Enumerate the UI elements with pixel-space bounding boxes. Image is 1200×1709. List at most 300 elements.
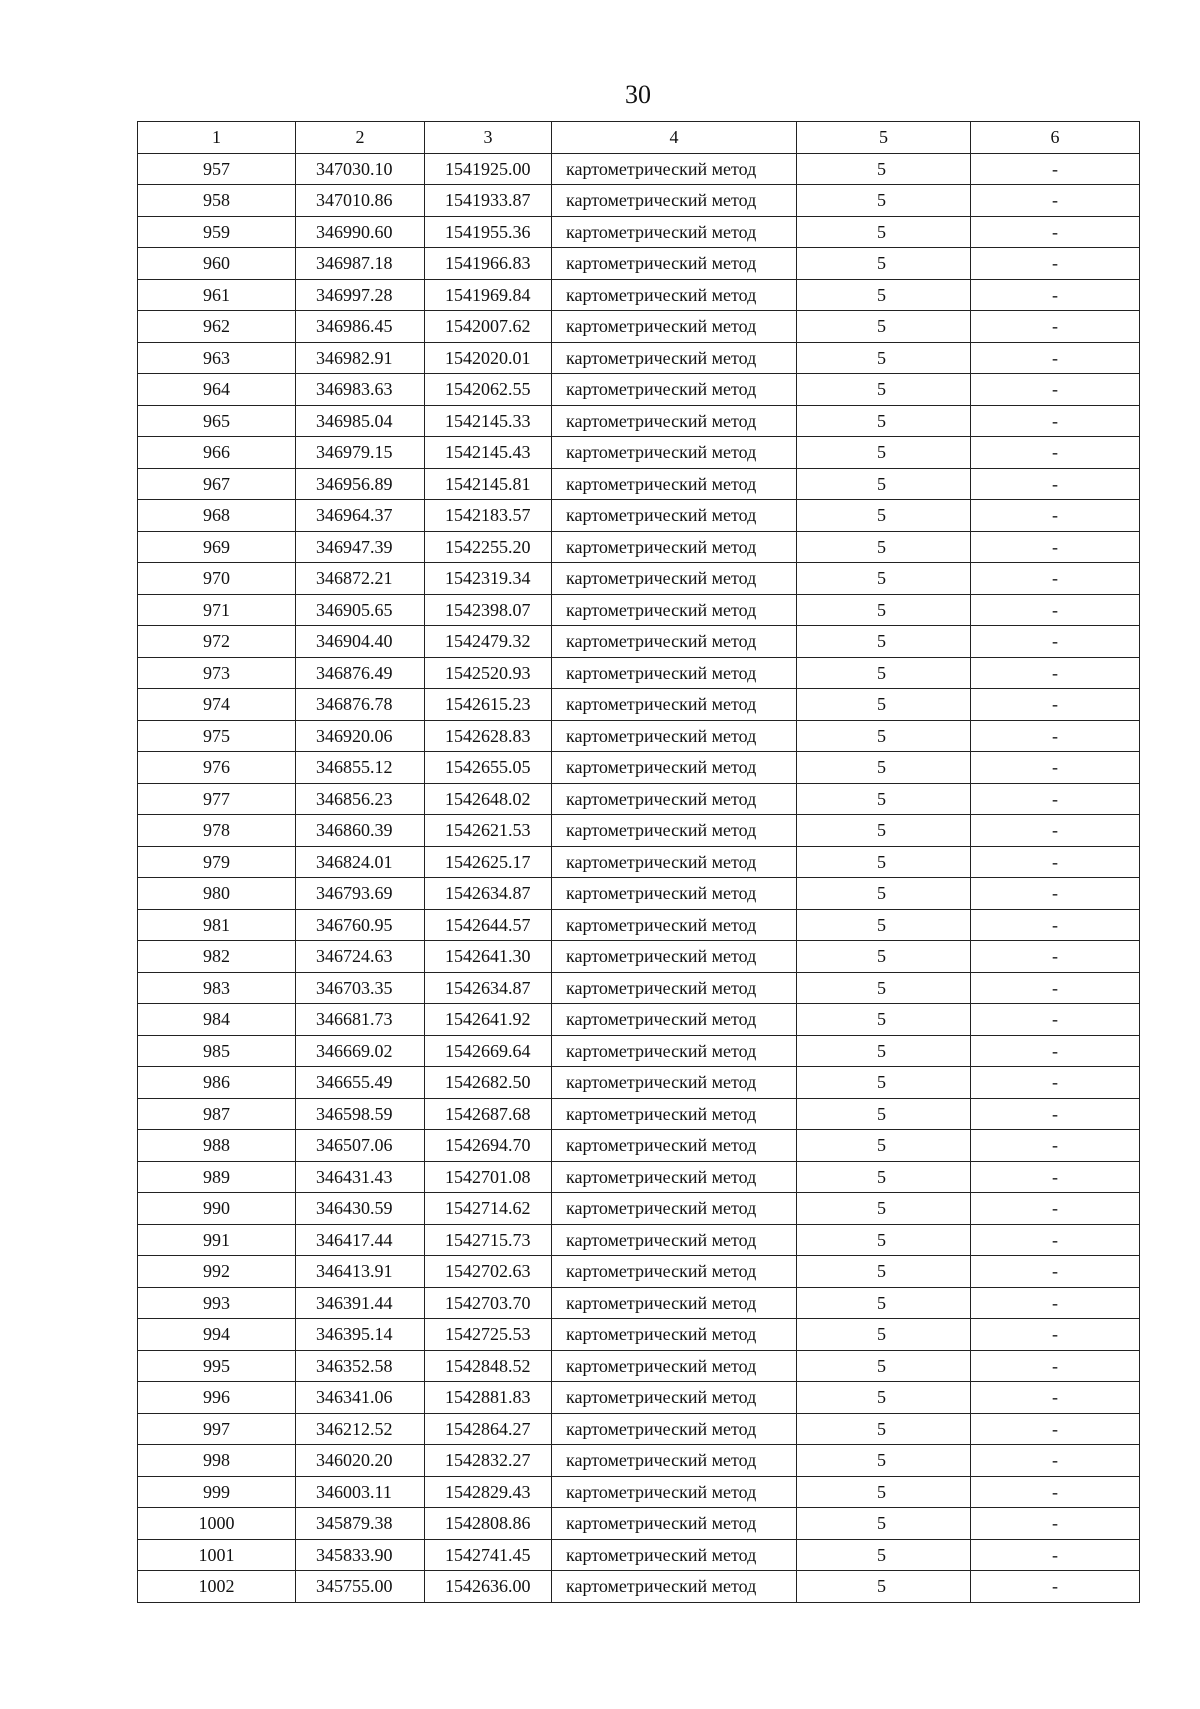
- method-cell: картометрический метод: [552, 878, 797, 910]
- accuracy-cell: 5: [797, 1224, 971, 1256]
- y-coordinate-cell: 1542145.43: [425, 437, 552, 469]
- y-coordinate-cell: 1542145.81: [425, 468, 552, 500]
- column-header: 5: [797, 122, 971, 154]
- x-coordinate-cell: 347030.10: [296, 153, 425, 185]
- note-cell: -: [971, 941, 1140, 973]
- point-number-cell: 991: [138, 1224, 296, 1256]
- accuracy-cell: 5: [797, 1067, 971, 1099]
- point-number-cell: 1000: [138, 1508, 296, 1540]
- note-cell: -: [971, 563, 1140, 595]
- note-cell: -: [971, 783, 1140, 815]
- x-coordinate-cell: 346855.12: [296, 752, 425, 784]
- point-number-cell: 999: [138, 1476, 296, 1508]
- point-number-cell: 994: [138, 1319, 296, 1351]
- point-number-cell: 983: [138, 972, 296, 1004]
- point-number-cell: 975: [138, 720, 296, 752]
- point-number-cell: 992: [138, 1256, 296, 1288]
- y-coordinate-cell: 1541933.87: [425, 185, 552, 217]
- table-row: [138, 1350, 1140, 1382]
- accuracy-cell: 5: [797, 1287, 971, 1319]
- point-number-cell: 976: [138, 752, 296, 784]
- table-row: [138, 248, 1140, 280]
- note-cell: -: [971, 689, 1140, 721]
- column-header: 4: [552, 122, 797, 154]
- table-row: [138, 878, 1140, 910]
- y-coordinate-cell: 1541966.83: [425, 248, 552, 280]
- method-cell: картометрический метод: [552, 1539, 797, 1571]
- point-number-cell: 973: [138, 657, 296, 689]
- coordinates-table: [137, 121, 1140, 1603]
- table-row: [138, 563, 1140, 595]
- point-number-cell: 970: [138, 563, 296, 595]
- y-coordinate-cell: 1542634.87: [425, 972, 552, 1004]
- method-cell: картометрический метод: [552, 405, 797, 437]
- table-row: [138, 1319, 1140, 1351]
- table-row: [138, 374, 1140, 406]
- table-row: [138, 279, 1140, 311]
- note-cell: -: [971, 909, 1140, 941]
- method-cell: картометрический метод: [552, 1571, 797, 1603]
- table-row: [138, 437, 1140, 469]
- method-cell: картометрический метод: [552, 1067, 797, 1099]
- method-cell: картометрический метод: [552, 815, 797, 847]
- method-cell: картометрический метод: [552, 279, 797, 311]
- y-coordinate-cell: 1541955.36: [425, 216, 552, 248]
- x-coordinate-cell: 346985.04: [296, 405, 425, 437]
- x-coordinate-cell: 345755.00: [296, 1571, 425, 1603]
- method-cell: картометрический метод: [552, 374, 797, 406]
- y-coordinate-cell: 1542714.62: [425, 1193, 552, 1225]
- accuracy-cell: 5: [797, 689, 971, 721]
- x-coordinate-cell: 346979.15: [296, 437, 425, 469]
- accuracy-cell: 5: [797, 720, 971, 752]
- note-cell: -: [971, 657, 1140, 689]
- note-cell: -: [971, 500, 1140, 532]
- x-coordinate-cell: 346431.43: [296, 1161, 425, 1193]
- method-cell: картометрический метод: [552, 909, 797, 941]
- y-coordinate-cell: 1542741.45: [425, 1539, 552, 1571]
- table-row: [138, 1193, 1140, 1225]
- method-cell: картометрический метод: [552, 1035, 797, 1067]
- note-cell: -: [971, 720, 1140, 752]
- method-cell: картометрический метод: [552, 342, 797, 374]
- table-row: [138, 972, 1140, 1004]
- note-cell: -: [971, 531, 1140, 563]
- note-cell: -: [971, 216, 1140, 248]
- method-cell: картометрический метод: [552, 626, 797, 658]
- table-row: [138, 720, 1140, 752]
- y-coordinate-cell: 1542625.17: [425, 846, 552, 878]
- point-number-cell: 997: [138, 1413, 296, 1445]
- accuracy-cell: 5: [797, 216, 971, 248]
- x-coordinate-cell: 346904.40: [296, 626, 425, 658]
- x-coordinate-cell: 346990.60: [296, 216, 425, 248]
- table-row: [138, 531, 1140, 563]
- x-coordinate-cell: 346956.89: [296, 468, 425, 500]
- y-coordinate-cell: 1542808.86: [425, 1508, 552, 1540]
- method-cell: картометрический метод: [552, 185, 797, 217]
- x-coordinate-cell: 346003.11: [296, 1476, 425, 1508]
- note-cell: -: [971, 1350, 1140, 1382]
- note-cell: -: [971, 1161, 1140, 1193]
- x-coordinate-cell: 347010.86: [296, 185, 425, 217]
- point-number-cell: 988: [138, 1130, 296, 1162]
- method-cell: картометрический метод: [552, 1256, 797, 1288]
- x-coordinate-cell: 346860.39: [296, 815, 425, 847]
- method-cell: картометрический метод: [552, 1382, 797, 1414]
- accuracy-cell: 5: [797, 1004, 971, 1036]
- column-header: 1: [138, 122, 296, 154]
- y-coordinate-cell: 1542520.93: [425, 657, 552, 689]
- column-header: 6: [971, 122, 1140, 154]
- point-number-cell: 979: [138, 846, 296, 878]
- point-number-cell: 969: [138, 531, 296, 563]
- note-cell: -: [971, 1130, 1140, 1162]
- y-coordinate-cell: 1542694.70: [425, 1130, 552, 1162]
- x-coordinate-cell: 346987.18: [296, 248, 425, 280]
- point-number-cell: 968: [138, 500, 296, 532]
- method-cell: картометрический метод: [552, 846, 797, 878]
- table-header-row: [138, 122, 1140, 154]
- x-coordinate-cell: 346986.45: [296, 311, 425, 343]
- y-coordinate-cell: 1542725.53: [425, 1319, 552, 1351]
- method-cell: картометрический метод: [552, 216, 797, 248]
- x-coordinate-cell: 346872.21: [296, 563, 425, 595]
- point-number-cell: 981: [138, 909, 296, 941]
- method-cell: картометрический метод: [552, 783, 797, 815]
- y-coordinate-cell: 1542020.01: [425, 342, 552, 374]
- accuracy-cell: 5: [797, 1130, 971, 1162]
- page-number: 30: [625, 80, 651, 109]
- note-cell: -: [971, 342, 1140, 374]
- y-coordinate-cell: 1542634.87: [425, 878, 552, 910]
- method-cell: картометрический метод: [552, 689, 797, 721]
- y-coordinate-cell: 1542615.23: [425, 689, 552, 721]
- method-cell: картометрический метод: [552, 657, 797, 689]
- x-coordinate-cell: 346681.73: [296, 1004, 425, 1036]
- point-number-cell: 965: [138, 405, 296, 437]
- y-coordinate-cell: 1542703.70: [425, 1287, 552, 1319]
- table-row: [138, 1382, 1140, 1414]
- x-coordinate-cell: 346417.44: [296, 1224, 425, 1256]
- table-row: [138, 1539, 1140, 1571]
- accuracy-cell: 5: [797, 1161, 971, 1193]
- point-number-cell: 985: [138, 1035, 296, 1067]
- point-number-cell: 966: [138, 437, 296, 469]
- accuracy-cell: 5: [797, 500, 971, 532]
- method-cell: картометрический метод: [552, 531, 797, 563]
- note-cell: -: [971, 1256, 1140, 1288]
- accuracy-cell: 5: [797, 1382, 971, 1414]
- table-row: [138, 1256, 1140, 1288]
- table-row: [138, 689, 1140, 721]
- accuracy-cell: 5: [797, 846, 971, 878]
- table-row: [138, 500, 1140, 532]
- note-cell: -: [971, 1098, 1140, 1130]
- accuracy-cell: 5: [797, 626, 971, 658]
- y-coordinate-cell: 1542702.63: [425, 1256, 552, 1288]
- point-number-cell: 989: [138, 1161, 296, 1193]
- method-cell: картометрический метод: [552, 437, 797, 469]
- point-number-cell: 980: [138, 878, 296, 910]
- x-coordinate-cell: 346856.23: [296, 783, 425, 815]
- note-cell: -: [971, 1508, 1140, 1540]
- point-number-cell: 990: [138, 1193, 296, 1225]
- accuracy-cell: 5: [797, 1571, 971, 1603]
- y-coordinate-cell: 1542682.50: [425, 1067, 552, 1099]
- y-coordinate-cell: 1542648.02: [425, 783, 552, 815]
- method-cell: картометрический метод: [552, 752, 797, 784]
- accuracy-cell: 5: [797, 1256, 971, 1288]
- table-row: [138, 846, 1140, 878]
- point-number-cell: 977: [138, 783, 296, 815]
- method-cell: картометрический метод: [552, 1161, 797, 1193]
- point-number-cell: 957: [138, 153, 296, 185]
- table-body: [138, 153, 1140, 1602]
- point-number-cell: 972: [138, 626, 296, 658]
- x-coordinate-cell: 346598.59: [296, 1098, 425, 1130]
- table-row: [138, 783, 1140, 815]
- x-coordinate-cell: 346020.20: [296, 1445, 425, 1477]
- y-coordinate-cell: 1542701.08: [425, 1161, 552, 1193]
- method-cell: картометрический метод: [552, 563, 797, 595]
- y-coordinate-cell: 1542644.57: [425, 909, 552, 941]
- accuracy-cell: 5: [797, 1476, 971, 1508]
- x-coordinate-cell: 346982.91: [296, 342, 425, 374]
- x-coordinate-cell: 346669.02: [296, 1035, 425, 1067]
- x-coordinate-cell: 346413.91: [296, 1256, 425, 1288]
- accuracy-cell: 5: [797, 657, 971, 689]
- y-coordinate-cell: 1542636.00: [425, 1571, 552, 1603]
- y-coordinate-cell: 1542641.30: [425, 941, 552, 973]
- method-cell: картометрический метод: [552, 941, 797, 973]
- accuracy-cell: 5: [797, 1098, 971, 1130]
- table-row: [138, 752, 1140, 784]
- note-cell: -: [971, 1413, 1140, 1445]
- note-cell: -: [971, 1004, 1140, 1036]
- x-coordinate-cell: 346876.49: [296, 657, 425, 689]
- point-number-cell: 996: [138, 1382, 296, 1414]
- note-cell: -: [971, 878, 1140, 910]
- x-coordinate-cell: 346507.06: [296, 1130, 425, 1162]
- table-row: [138, 216, 1140, 248]
- y-coordinate-cell: 1542864.27: [425, 1413, 552, 1445]
- y-coordinate-cell: 1542145.33: [425, 405, 552, 437]
- table-row: [138, 342, 1140, 374]
- y-coordinate-cell: 1541925.00: [425, 153, 552, 185]
- table-row: [138, 405, 1140, 437]
- note-cell: -: [971, 1193, 1140, 1225]
- table-row: [138, 1098, 1140, 1130]
- x-coordinate-cell: 346341.06: [296, 1382, 425, 1414]
- note-cell: -: [971, 972, 1140, 1004]
- column-header: 2: [296, 122, 425, 154]
- table-row: [138, 1287, 1140, 1319]
- x-coordinate-cell: 346876.78: [296, 689, 425, 721]
- y-coordinate-cell: 1542007.62: [425, 311, 552, 343]
- accuracy-cell: 5: [797, 279, 971, 311]
- y-coordinate-cell: 1542829.43: [425, 1476, 552, 1508]
- accuracy-cell: 5: [797, 909, 971, 941]
- table-row: [138, 1571, 1140, 1603]
- table-row: [138, 626, 1140, 658]
- method-cell: картометрический метод: [552, 1476, 797, 1508]
- point-number-cell: 998: [138, 1445, 296, 1477]
- y-coordinate-cell: 1542832.27: [425, 1445, 552, 1477]
- note-cell: -: [971, 815, 1140, 847]
- point-number-cell: 962: [138, 311, 296, 343]
- note-cell: -: [971, 248, 1140, 280]
- point-number-cell: 963: [138, 342, 296, 374]
- y-coordinate-cell: 1541969.84: [425, 279, 552, 311]
- accuracy-cell: 5: [797, 941, 971, 973]
- x-coordinate-cell: 346212.52: [296, 1413, 425, 1445]
- accuracy-cell: 5: [797, 1413, 971, 1445]
- point-number-cell: 984: [138, 1004, 296, 1036]
- table-row: [138, 1067, 1140, 1099]
- table-row: [138, 1508, 1140, 1540]
- method-cell: картометрический метод: [552, 1287, 797, 1319]
- accuracy-cell: 5: [797, 248, 971, 280]
- method-cell: картометрический метод: [552, 248, 797, 280]
- accuracy-cell: 5: [797, 153, 971, 185]
- note-cell: -: [971, 1382, 1140, 1414]
- accuracy-cell: 5: [797, 185, 971, 217]
- y-coordinate-cell: 1542628.83: [425, 720, 552, 752]
- point-number-cell: 974: [138, 689, 296, 721]
- method-cell: картометрический метод: [552, 1445, 797, 1477]
- accuracy-cell: 5: [797, 1035, 971, 1067]
- point-number-cell: 959: [138, 216, 296, 248]
- note-cell: -: [971, 1445, 1140, 1477]
- table-row: [138, 941, 1140, 973]
- note-cell: -: [971, 752, 1140, 784]
- table-row: [138, 1224, 1140, 1256]
- table-row: [138, 1035, 1140, 1067]
- y-coordinate-cell: 1542479.32: [425, 626, 552, 658]
- x-coordinate-cell: 346920.06: [296, 720, 425, 752]
- note-cell: -: [971, 1035, 1140, 1067]
- table-row: [138, 1413, 1140, 1445]
- accuracy-cell: 5: [797, 563, 971, 595]
- method-cell: картометрический метод: [552, 594, 797, 626]
- point-number-cell: 958: [138, 185, 296, 217]
- table-row: [138, 1130, 1140, 1162]
- note-cell: -: [971, 1224, 1140, 1256]
- x-coordinate-cell: 345879.38: [296, 1508, 425, 1540]
- y-coordinate-cell: 1542062.55: [425, 374, 552, 406]
- point-number-cell: 986: [138, 1067, 296, 1099]
- x-coordinate-cell: 346352.58: [296, 1350, 425, 1382]
- accuracy-cell: 5: [797, 405, 971, 437]
- x-coordinate-cell: 346793.69: [296, 878, 425, 910]
- y-coordinate-cell: 1542715.73: [425, 1224, 552, 1256]
- note-cell: -: [971, 185, 1140, 217]
- note-cell: -: [971, 153, 1140, 185]
- accuracy-cell: 5: [797, 752, 971, 784]
- point-number-cell: 978: [138, 815, 296, 847]
- accuracy-cell: 5: [797, 468, 971, 500]
- table-row: [138, 1161, 1140, 1193]
- point-number-cell: 982: [138, 941, 296, 973]
- method-cell: картометрический метод: [552, 1413, 797, 1445]
- method-cell: картометрический метод: [552, 468, 797, 500]
- table-row: [138, 185, 1140, 217]
- x-coordinate-cell: 346824.01: [296, 846, 425, 878]
- y-coordinate-cell: 1542183.57: [425, 500, 552, 532]
- method-cell: картометрический метод: [552, 972, 797, 1004]
- note-cell: -: [971, 1539, 1140, 1571]
- note-cell: -: [971, 311, 1140, 343]
- note-cell: -: [971, 1476, 1140, 1508]
- method-cell: картометрический метод: [552, 500, 797, 532]
- x-coordinate-cell: 346905.65: [296, 594, 425, 626]
- x-coordinate-cell: 346983.63: [296, 374, 425, 406]
- accuracy-cell: 5: [797, 342, 971, 374]
- note-cell: -: [971, 1319, 1140, 1351]
- accuracy-cell: 5: [797, 594, 971, 626]
- note-cell: -: [971, 1067, 1140, 1099]
- accuracy-cell: 5: [797, 1508, 971, 1540]
- point-number-cell: 967: [138, 468, 296, 500]
- x-coordinate-cell: 346391.44: [296, 1287, 425, 1319]
- table-row: [138, 594, 1140, 626]
- accuracy-cell: 5: [797, 311, 971, 343]
- point-number-cell: 993: [138, 1287, 296, 1319]
- x-coordinate-cell: 346655.49: [296, 1067, 425, 1099]
- table-row: [138, 1476, 1140, 1508]
- y-coordinate-cell: 1542319.34: [425, 563, 552, 595]
- method-cell: картометрический метод: [552, 720, 797, 752]
- method-cell: картометрический метод: [552, 1130, 797, 1162]
- note-cell: -: [971, 594, 1140, 626]
- note-cell: -: [971, 846, 1140, 878]
- accuracy-cell: 5: [797, 783, 971, 815]
- method-cell: картометрический метод: [552, 1319, 797, 1351]
- x-coordinate-cell: 345833.90: [296, 1539, 425, 1571]
- y-coordinate-cell: 1542687.68: [425, 1098, 552, 1130]
- x-coordinate-cell: 346430.59: [296, 1193, 425, 1225]
- method-cell: картометрический метод: [552, 153, 797, 185]
- accuracy-cell: 5: [797, 1445, 971, 1477]
- table-row: [138, 657, 1140, 689]
- accuracy-cell: 5: [797, 1539, 971, 1571]
- accuracy-cell: 5: [797, 1350, 971, 1382]
- table-row: [138, 468, 1140, 500]
- method-cell: картометрический метод: [552, 1224, 797, 1256]
- accuracy-cell: 5: [797, 1193, 971, 1225]
- point-number-cell: 995: [138, 1350, 296, 1382]
- note-cell: -: [971, 405, 1140, 437]
- point-number-cell: 961: [138, 279, 296, 311]
- x-coordinate-cell: 346395.14: [296, 1319, 425, 1351]
- note-cell: -: [971, 437, 1140, 469]
- y-coordinate-cell: 1542621.53: [425, 815, 552, 847]
- y-coordinate-cell: 1542255.20: [425, 531, 552, 563]
- table-row: [138, 1004, 1140, 1036]
- method-cell: картометрический метод: [552, 1098, 797, 1130]
- method-cell: картометрический метод: [552, 1508, 797, 1540]
- accuracy-cell: 5: [797, 972, 971, 1004]
- table-row: [138, 909, 1140, 941]
- y-coordinate-cell: 1542655.05: [425, 752, 552, 784]
- x-coordinate-cell: 346964.37: [296, 500, 425, 532]
- note-cell: -: [971, 279, 1140, 311]
- x-coordinate-cell: 346947.39: [296, 531, 425, 563]
- point-number-cell: 1002: [138, 1571, 296, 1603]
- x-coordinate-cell: 346997.28: [296, 279, 425, 311]
- x-coordinate-cell: 346724.63: [296, 941, 425, 973]
